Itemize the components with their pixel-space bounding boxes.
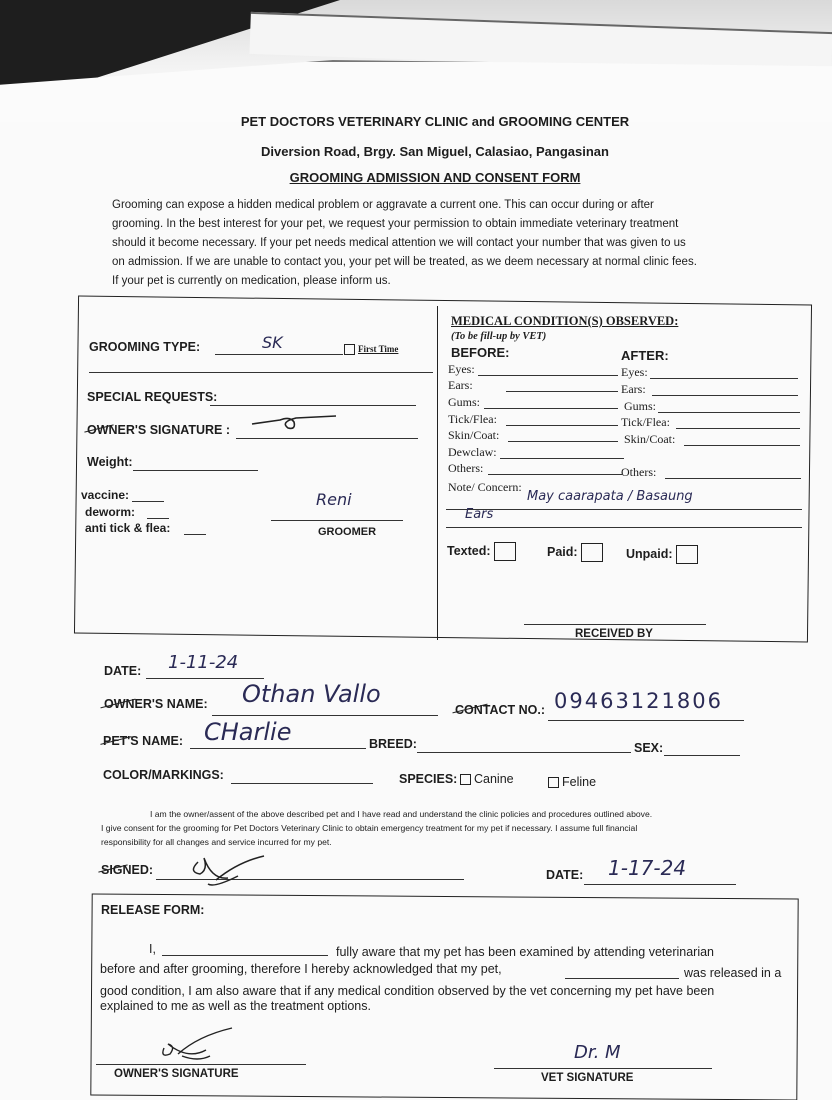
- before-field-label: Gums:: [448, 395, 481, 409]
- release-owner-signature: [158, 1024, 238, 1064]
- paid-option[interactable]: [547, 543, 603, 562]
- after-field-line: [652, 395, 798, 396]
- date-line: [146, 678, 264, 679]
- date-value: 1-11-24: [168, 652, 239, 673]
- signed-label: SIGNED:: [101, 863, 154, 877]
- form-title-text: GROOMING ADMISSION AND CONSENT FORM: [289, 170, 581, 185]
- release-name-line: [162, 955, 328, 956]
- before-field-line: [506, 425, 618, 426]
- release-line-2b: was released in a: [684, 966, 782, 980]
- consent-line-1: I am the owner/assent of the above described pet and I have read and understand the clinic policies and procedures outlined above.: [150, 809, 653, 819]
- note-label: Note/ Concern:: [448, 480, 522, 494]
- intro-paragraph: [112, 196, 762, 291]
- intro-line-4: on admission. If we are unable to contact you, your pet will be treated, as we deem necessary at normal clinic fees.: [112, 256, 697, 268]
- owner-signature-line: [236, 438, 418, 439]
- color-line: [231, 783, 373, 784]
- deworm-line: [147, 518, 169, 519]
- after-field-label: Others:: [621, 465, 657, 479]
- texted-checkbox[interactable]: [494, 542, 516, 561]
- canine-label: Canine: [474, 772, 514, 786]
- before-label: BEFORE:: [451, 345, 510, 360]
- after-label: AFTER:: [621, 348, 669, 363]
- canine-option[interactable]: [460, 772, 514, 786]
- after-field-label: Skin/Coat:: [624, 432, 676, 446]
- release-line-1a: I,: [149, 942, 156, 956]
- release-vet-line: [494, 1068, 712, 1069]
- feline-checkbox[interactable]: [548, 777, 559, 788]
- before-field-line: [478, 375, 618, 376]
- after-field-label: Gums:: [624, 399, 657, 413]
- box-divider: [437, 306, 438, 640]
- groomer-label: GROOMER: [318, 526, 377, 538]
- consent-date-line: [584, 884, 736, 885]
- feline-label: Feline: [562, 775, 597, 789]
- before-field-label: Tick/Flea:: [448, 412, 497, 426]
- owner-signature-label: OWNER'S SIGNATURE :: [87, 423, 231, 437]
- first-time-label: First Time: [358, 344, 399, 354]
- after-field-line: [665, 478, 801, 479]
- before-field-line: [500, 458, 624, 459]
- anti-tick-line: [184, 534, 206, 535]
- paid-label: Paid:: [547, 544, 578, 559]
- received-by-line: [524, 624, 706, 625]
- special-requests-line: [210, 405, 416, 406]
- release-line-2a: before and after grooming, therefore I hereby acknowledged that my pet,: [100, 962, 502, 976]
- release-owner-label: OWNER'S SIGNATURE: [114, 1068, 239, 1080]
- release-line-1b: fully aware that my pet has been examined by attending veterinarian: [336, 945, 715, 959]
- form-title: [0, 170, 832, 185]
- weight-label: Weight:: [87, 455, 133, 469]
- pet-name-line: [190, 748, 366, 749]
- contact-line: [548, 720, 744, 721]
- unpaid-checkbox[interactable]: [676, 545, 698, 564]
- before-field-label: Others:: [448, 461, 484, 475]
- special-requests-label: SPECIAL REQUESTS:: [87, 390, 218, 404]
- deworm-label: deworm:: [85, 505, 136, 519]
- first-time-checkbox[interactable]: [344, 344, 355, 355]
- after-field-line: [658, 412, 800, 413]
- clinic-address: Diversion Road, Brgy. San Miguel, Calasiao, Pangasinan: [261, 144, 609, 159]
- release-vet-value: Dr. M: [574, 1042, 621, 1063]
- before-field-label: Skin/Coat:: [448, 428, 500, 442]
- groomer-value: Reni: [316, 490, 352, 509]
- first-time-option[interactable]: [344, 344, 398, 355]
- breed-label: BREED:: [369, 737, 417, 751]
- unpaid-label: Unpaid:: [626, 546, 673, 561]
- groomer-line: [271, 520, 403, 521]
- after-field-line: [684, 445, 800, 446]
- before-field-line: [488, 474, 622, 475]
- vaccine-line: [132, 501, 164, 502]
- intro-line-2: grooming. In the best interest for your pet, we request your permission to obtain immediate veterinary treatment: [112, 218, 679, 230]
- vaccine-label: vaccine:: [81, 488, 130, 502]
- release-pet-line: [565, 978, 679, 979]
- note-underline-1: [446, 509, 802, 510]
- before-field-label: Dewclaw:: [448, 445, 497, 459]
- note-line-1: May caarapata / Basaung: [527, 489, 693, 504]
- grooming-type-line: [215, 354, 343, 355]
- after-field-label: Tick/Flea:: [621, 415, 670, 429]
- before-field-line: [484, 408, 618, 409]
- before-field-label: Ears:: [448, 378, 473, 392]
- paid-checkbox[interactable]: [581, 543, 603, 562]
- owner-name-label: OWNER'S NAME:: [104, 697, 208, 711]
- owner-signature-scribble: [250, 412, 340, 434]
- sex-line: [664, 755, 740, 756]
- grooming-type-label: GROOMING TYPE:: [89, 340, 201, 354]
- consent-line-2: I give consent for the grooming for Pet Doctors Veterinary Clinic to obtain emergency treatment for my pet if necessary. I assume full financial: [101, 823, 638, 833]
- unpaid-option[interactable]: [626, 545, 698, 564]
- release-title: RELEASE FORM:: [101, 903, 205, 917]
- consent-line-3: responsibility for all changes and service incurred for my pet.: [101, 837, 332, 847]
- contact-label: CONTACT NO.:: [455, 703, 546, 717]
- feline-option[interactable]: [548, 775, 596, 789]
- consent-date-value: 1-17-24: [608, 856, 687, 880]
- after-field-line: [676, 428, 800, 429]
- before-field-label: Eyes:: [448, 362, 475, 376]
- note-underline-2: [446, 527, 802, 528]
- grooming-type-line-2: [89, 372, 433, 373]
- before-field-line: [508, 441, 618, 442]
- texted-option[interactable]: [447, 542, 516, 561]
- breed-line: [417, 752, 631, 753]
- color-label: COLOR/MARKINGS:: [103, 768, 224, 782]
- pet-name-value: CHarlie: [204, 718, 292, 746]
- contact-value: 09463121806: [554, 689, 723, 713]
- signed-signature: [168, 850, 278, 890]
- pet-name-label: PET'S NAME:: [103, 734, 184, 748]
- release-owner-line: [96, 1064, 306, 1065]
- intro-line-5: If your pet is currently on medication, please inform us.: [112, 275, 391, 287]
- owner-name-line: [212, 715, 438, 716]
- texted-label: Texted:: [447, 543, 491, 558]
- medical-subtitle: (To be fill-up by VET): [451, 331, 547, 342]
- medical-title-text: MEDICAL CONDITION(S) OBSERVED:: [451, 314, 679, 328]
- release-line-4: explained to me as well as the treatment options.: [100, 999, 371, 1013]
- intro-line-1: Grooming can expose a hidden medical problem or aggravate a current one. This can occur during or after: [112, 199, 654, 211]
- owner-name-value: Othan Vallo: [242, 680, 381, 708]
- grooming-type-value: SK: [262, 333, 283, 352]
- weight-line: [133, 470, 258, 471]
- before-field-line: [506, 391, 618, 392]
- intro-line-3: should it become necessary. If your pet needs medical attention we will contact your number that was given to us: [112, 237, 686, 249]
- note-line-2: Ears: [465, 507, 494, 522]
- sex-label: SEX:: [634, 741, 664, 755]
- canine-checkbox[interactable]: [460, 774, 471, 785]
- after-field-label: Eyes:: [621, 365, 648, 379]
- after-field-label: Ears:: [621, 382, 646, 396]
- release-line-3: good condition, I am also aware that if any medical condition observed by the vet concerning my pet have been: [100, 984, 715, 998]
- release-vet-label: VET SIGNATURE: [541, 1072, 634, 1084]
- consent-date-label: DATE:: [546, 868, 584, 882]
- date-label: DATE:: [104, 664, 142, 678]
- received-by-label: RECEIVED BY: [575, 628, 653, 640]
- clinic-name: PET DOCTORS VETERINARY CLINIC and GROOMING CENTER: [240, 114, 630, 129]
- species-label: SPECIES:: [399, 772, 458, 786]
- after-field-line: [650, 378, 798, 379]
- anti-tick-label: anti tick & flea:: [85, 521, 171, 535]
- medical-title: [451, 314, 678, 329]
